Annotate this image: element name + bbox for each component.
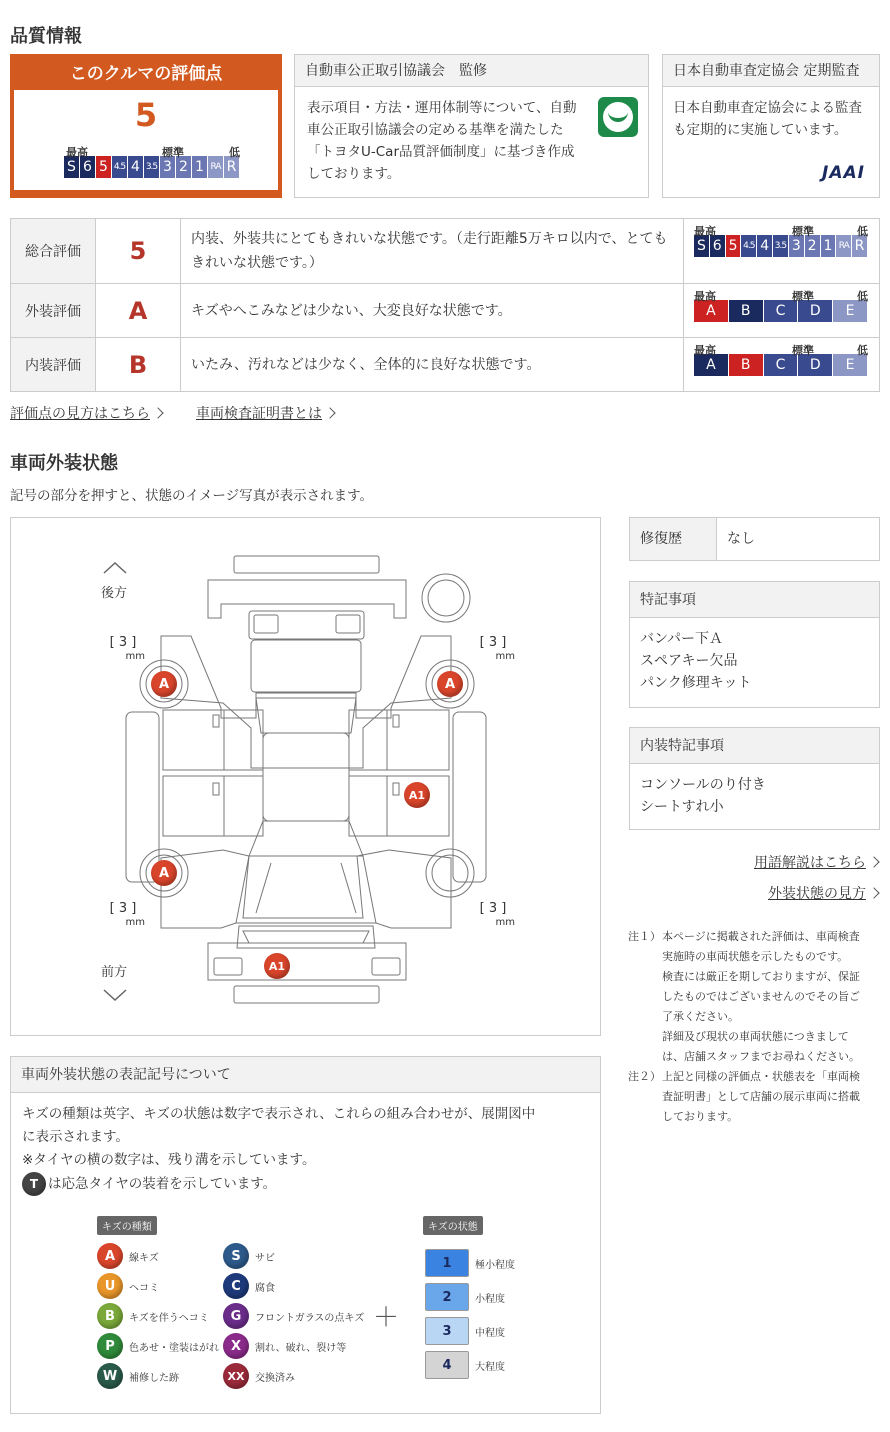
scale-cell: 3.5 (773, 235, 789, 257)
scale-cell: 6 (710, 235, 726, 257)
damage-type-item (97, 1243, 159, 1269)
damage-type-item (223, 1333, 346, 1359)
list-item: スペアキー欠品 (640, 653, 738, 669)
fair-trade-body: 表示項目・方法・運用体制等について、自動車公正取引協議会の定める基準を満たした「トヨタU-Car品質評価制度」に基づき作成しております。 (307, 100, 577, 182)
exterior-howto-link[interactable]: 外装状態の見方 (768, 886, 878, 902)
damage-mark-front-bumper[interactable]: A1 (264, 953, 290, 979)
scale-cell: C (764, 354, 799, 376)
repair-history-value: なし (727, 531, 755, 547)
scale-cell: R (224, 156, 240, 178)
jaai-box (662, 54, 880, 198)
rear-label: 後方 (101, 586, 128, 601)
table-row (11, 284, 880, 338)
damage-state-label: 大程度 (475, 1361, 505, 1373)
quality-title: 品質情報 (10, 26, 82, 47)
exterior-grade-desc: キズやへこみなどは少ない、大変良好な状態です。 (181, 284, 684, 338)
scale-cell: RA (836, 235, 852, 257)
damage-mark-rear-left-tire[interactable]: A (151, 671, 177, 697)
how-to-read-link[interactable]: 評価点の見方はこちら (10, 406, 162, 422)
scale-cell: S (64, 156, 80, 178)
chevron-right-icon (868, 856, 879, 867)
overall-grade-scale (694, 235, 869, 257)
score-scale (64, 156, 240, 178)
interior-grade-desc: いたみ、汚れなどは少なく、全体的に良好な状態です。 (181, 338, 684, 392)
jaai-body: 日本自動車査定協会による監査も定期的に実施しています。 (673, 100, 862, 138)
scale-cell: 4.5 (741, 235, 757, 257)
scale-low-label: 低 (857, 290, 868, 303)
damage-type-badge: A (97, 1243, 123, 1269)
list-item: パンク修理キット (640, 675, 752, 691)
damage-type-badge: B (97, 1303, 123, 1329)
tire-depth-front-left: [ 3 ] mm (109, 901, 145, 928)
scale-cell: 4.5 (112, 156, 128, 178)
exterior-subtitle: 記号の部分を押すと、状態のイメージ写真が表示されます。 (10, 488, 374, 504)
score-box (10, 54, 282, 198)
list-item: シートすれ小 (640, 799, 724, 815)
damage-state-badge: 2 (425, 1283, 469, 1311)
damage-type-label: キズを伴うヘコミ (129, 1312, 209, 1324)
scale-cell: 1 (192, 156, 208, 178)
scale-standard-label: 標準 (162, 146, 184, 159)
scale-standard-label: 標準 (792, 290, 814, 303)
scale-cell: 2 (805, 235, 821, 257)
damage-type-badge: XX (223, 1363, 249, 1389)
table-row (11, 338, 880, 392)
damage-type-label: フロントガラスの点キズ (255, 1312, 365, 1324)
chevron-right-icon (324, 407, 335, 418)
chevron-right-icon (152, 407, 163, 418)
damage-type-item (223, 1363, 295, 1389)
damage-state-item (425, 1283, 505, 1311)
scale-cell: S (694, 235, 710, 257)
interior-special-heading: 内装特記事項 (630, 728, 879, 764)
tire-depth-rear-left: [ 3 ] mm (109, 635, 145, 662)
note-2-label: 注２） (628, 1070, 661, 1083)
scale-cell: C (764, 300, 799, 322)
front-label: 前方 (101, 965, 128, 980)
damage-type-label: 色あせ・塗装はがれ (129, 1342, 219, 1354)
interior-special-notes (629, 727, 880, 830)
scale-cell: R (852, 235, 868, 257)
damage-state-label: 小程度 (475, 1293, 505, 1305)
damage-type-item (97, 1273, 159, 1299)
damage-type-item (223, 1243, 275, 1269)
damage-type-badge: C (223, 1273, 249, 1299)
damage-state-item (425, 1351, 505, 1379)
damage-type-badge: X (223, 1333, 249, 1359)
damage-state-badge: 4 (425, 1351, 469, 1379)
repair-history (629, 517, 880, 561)
interior-grade-label: 内装評価 (11, 338, 96, 392)
scale-cell: 5 (726, 235, 742, 257)
scale-cell: 1 (821, 235, 837, 257)
damage-type-item (97, 1303, 209, 1329)
car-outline (11, 518, 600, 1035)
scale-cell: RA (208, 156, 224, 178)
list-item: コンソールのり付き (640, 777, 766, 793)
scale-high-label: 最高 (694, 225, 716, 238)
exterior-grade-value: A (96, 284, 181, 338)
scale-cell: 3.5 (144, 156, 160, 178)
scale-cell: D (798, 300, 833, 322)
damage-type-badge: S (223, 1243, 249, 1269)
damage-state-badge: 1 (425, 1249, 469, 1277)
legend-heading: 車両外装状態の表記記号について (11, 1057, 600, 1093)
fair-trade-logo-icon (598, 97, 638, 137)
scale-cell: 6 (80, 156, 96, 178)
score-box-heading: このクルマの評価点 (69, 64, 223, 84)
legend-box: 車両外装状態の表記記号について キズの種類は英字、キズの状態は数字で表示され、これらの組み合わせが、展開図中 に表示されます。 ※タイヤの横の数字は、残り溝を示しています。 T は応急タイヤの装着を示しています。 キズの種類 キズの状態 A 線キズ U ヘコミ B キズを伴うヘコミ P 色あせ・塗装はがれ W 補修した跡 S サビ C 腐食 G フロントガラスの点キズ X 割れ、破れ、裂け等 XX 交換済み ＋ 1 極小程度 2 小程度 3 中程度 4 大程度 (10, 1056, 601, 1414)
spare-tire-icon: T (22, 1172, 46, 1196)
scale-cell: 4 (757, 235, 773, 257)
overall-grade-desc: 内装、外装共にとてもきれいな状態です。（走行距離5万キロ以内で、とてもきれいな状態です。） (181, 219, 684, 284)
scale-standard-label: 標準 (792, 344, 814, 357)
exterior-grade-scale (694, 300, 869, 322)
damage-type-label: 割れ、破れ、裂け等 (255, 1342, 347, 1354)
grade-table (10, 218, 880, 392)
notes: 注１） 本ページに掲載された評価は、車両検査 実施時の車両状態を示したものです。 検査には厳正を期しておりますが、保証 したものではございませんのでその旨ご 了承ください。 詳細及び現状の車両状態につきまして は、店舗スタッフまでお尋ねください。 注２） 上記と同様の評価点・状態表を「車両検 査証明書」として店舗の展示車両に搭載 しております。 (628, 927, 880, 1127)
scale-cell: 5 (96, 156, 112, 178)
scale-high-label: 最高 (694, 344, 716, 357)
scale-low-label: 低 (857, 225, 868, 238)
damage-types-title: キズの種類 (97, 1216, 157, 1235)
scale-cell: E (833, 354, 868, 376)
exterior-title: 車両外装状態 (10, 453, 118, 474)
scale-cell: 2 (176, 156, 192, 178)
scale-low-label: 低 (229, 146, 240, 159)
scale-cell: B (729, 354, 764, 376)
interior-grade-value: B (96, 338, 181, 392)
damage-type-label: ヘコミ (129, 1282, 159, 1294)
damage-state-item (425, 1317, 505, 1345)
scale-cell: B (729, 300, 764, 322)
scale-cell: E (833, 300, 868, 322)
plus-sign: ＋ (373, 1303, 400, 1333)
tire-depth-front-right: [ 3 ] mm (479, 901, 515, 928)
scale-high-label: 最高 (694, 290, 716, 303)
damage-type-label: 腐食 (255, 1282, 275, 1294)
scale-standard-label: 標準 (792, 225, 814, 238)
damage-type-label: 線キズ (129, 1252, 159, 1264)
jaai-heading: 日本自動車査定協会 定期監査 (663, 55, 879, 87)
damage-type-badge: W (97, 1363, 123, 1389)
damage-mark-right-door[interactable]: A1 (404, 782, 430, 808)
damage-type-label: 補修した跡 (129, 1372, 179, 1384)
inspection-cert-link[interactable]: 車両検査証明書とは (196, 406, 334, 422)
special-notes-heading: 特記事項 (630, 582, 879, 618)
interior-grade-scale (694, 354, 869, 376)
scale-cell: 3 (160, 156, 176, 178)
damage-type-item (97, 1333, 219, 1359)
fair-trade-box (294, 54, 649, 198)
chevron-right-icon (868, 887, 879, 898)
overall-grade-label: 総合評価 (11, 219, 96, 284)
damage-state-label: 中程度 (475, 1327, 505, 1339)
damage-states-title: キズの状態 (423, 1216, 483, 1235)
damage-mark-front-left-tire[interactable]: A (151, 860, 177, 886)
damage-mark-rear-right-tire[interactable]: A (437, 671, 463, 697)
jaai-logo: JAAI (822, 163, 865, 183)
tire-depth-rear-right: [ 3 ] mm (479, 635, 515, 662)
car-diagram (10, 517, 601, 1036)
damage-state-item (425, 1249, 515, 1277)
scale-cell: 4 (128, 156, 144, 178)
damage-state-badge: 3 (425, 1317, 469, 1345)
repair-history-label: 修復歴 (630, 518, 717, 560)
damage-state-label: 極小程度 (475, 1259, 515, 1271)
scale-high-label: 最高 (66, 146, 88, 159)
table-row (11, 219, 880, 284)
damage-type-badge: G (223, 1303, 249, 1329)
note-1-label: 注１） (628, 930, 661, 943)
overall-grade-value: 5 (96, 219, 181, 284)
scale-cell: D (798, 354, 833, 376)
damage-type-badge: U (97, 1273, 123, 1299)
scale-low-label: 低 (857, 344, 868, 357)
score-value: 5 (134, 96, 158, 134)
damage-type-item (223, 1303, 364, 1329)
special-notes (629, 581, 880, 708)
exterior-grade-label: 外装評価 (11, 284, 96, 338)
scale-cell: A (694, 300, 729, 322)
glossary-link[interactable]: 用語解説はこちら (754, 855, 878, 871)
damage-type-item (223, 1273, 275, 1299)
damage-type-item (97, 1363, 179, 1389)
scale-cell: A (694, 354, 729, 376)
damage-type-label: 交換済み (255, 1372, 295, 1384)
fair-trade-heading: 自動車公正取引協議会 監修 (295, 55, 648, 87)
list-item: バンパー下Ａ (640, 631, 724, 647)
damage-type-label: サビ (255, 1252, 275, 1264)
scale-cell: 3 (789, 235, 805, 257)
damage-type-badge: P (97, 1333, 123, 1359)
